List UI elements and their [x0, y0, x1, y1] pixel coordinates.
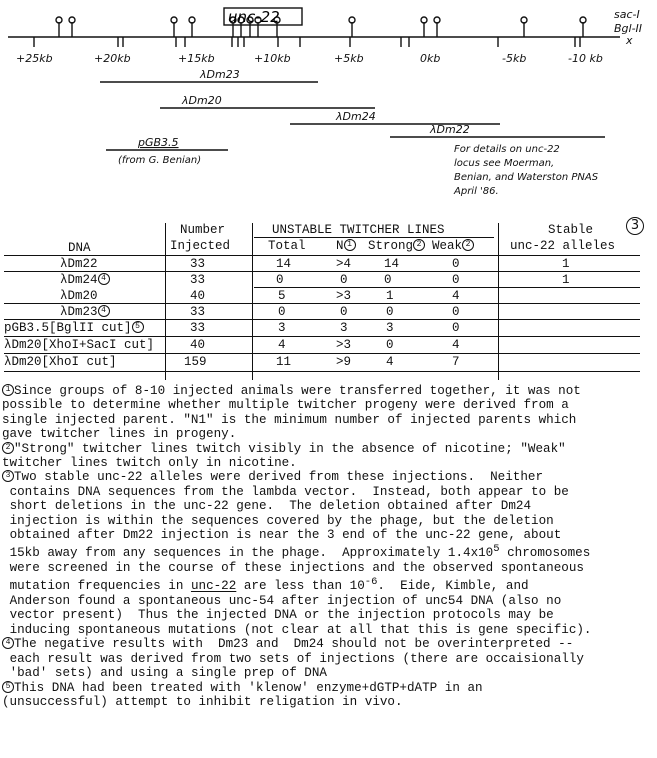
clone-label-dm24: λDm24 — [336, 110, 376, 123]
header-total: Total — [268, 239, 306, 253]
site-markers — [56, 17, 586, 37]
footnote-2: 2 "Strong" twitcher lines twitch visibly in the absence of nicotine; "Weak" twitcher lines twitch only in nicotine. — [2, 441, 566, 471]
header-stable-alleles: unc-22 alleles — [510, 239, 616, 253]
scale-label: -10 kb — [568, 52, 603, 65]
plasmid-label: pGB3.5 — [138, 136, 179, 149]
right-label-mid: Bgl-II — [614, 22, 643, 35]
col-divider — [165, 223, 166, 380]
header-dna: DNA — [68, 241, 91, 255]
header-weak: Weak 2 — [432, 239, 474, 253]
col-divider — [498, 223, 499, 380]
header-unstable: UNSTABLE TWITCHER LINES — [272, 223, 445, 237]
scale-label: +15kb — [178, 52, 215, 65]
clone-label-dm23: λDm23 — [200, 68, 240, 81]
reference-note: Benian, and Waterston PNAS — [454, 172, 599, 183]
gene-label: unc-22 — [228, 8, 280, 26]
scale-ticks — [34, 37, 580, 47]
plasmid-source: (from G. Benian) — [118, 155, 202, 166]
gene-map — [0, 0, 657, 205]
clone-label-dm22: λDm22 — [430, 123, 470, 136]
reference-note: locus see Moerman, — [454, 158, 555, 169]
footnote-5: 5 This DNA had been treated with 'klenow' enzyme+dGTP+dATP in an (unsuccessful) attempt to inhibit religation in vivo. — [2, 680, 483, 709]
scale-label: +20kb — [94, 52, 131, 65]
right-label-top: sac-I — [614, 8, 640, 21]
header-injected: Injected — [170, 239, 231, 253]
header-n: N 1 — [336, 239, 356, 253]
reference-note: April '86. — [454, 186, 499, 197]
scale-label: +10kb — [254, 52, 291, 65]
scale-label: -5kb — [502, 52, 527, 65]
col-divider — [252, 223, 253, 380]
reference-note: For details on unc-22 — [454, 144, 560, 155]
results-table: Number Injected UNSTABLE TWITCHER LINES Stable 3 unc-22 alleles DNA Total N 1 Strong 2 Weak 2 λDm22 33 14 >4 14 0 1 λDm24 4 33 0 0 0 0 1 λDm20 40 5 >3 1 4 λDm23 4 33 0 0 0 0 pGB3.5[BglII cut] 5 33 3 3 3 0 λDm20[XhoI+SacI cut] 40 4 >3 0 4 λDm20[XhoI cut] 159 11 >9 4 7 — [0, 215, 657, 380]
right-label-bot: x — [626, 34, 633, 47]
clone-label-dm20: λDm20 — [182, 94, 222, 107]
header-rule — [4, 255, 640, 256]
scale-label: 0kb — [420, 52, 441, 65]
footnote-1: 1 Since groups of 8-10 injected animals were transferred together, it was not possible to determine whether multiple twitcher progeny were derived from a single injected parent. "N1" is the minimum number of injected parents which gave twitcher lines in progeny. — [2, 384, 581, 442]
footnote-3: 3 Two stable unc-22 alleles were derived from these injections. Neither contains DNA sequences from the lambda vector. Instead, both appear to be short deletions in the unc-22 gene. The deletion obtained after Dm24 injection is within the sequences covered by the phage, but the deletion obtained after Dm22 injection is near the 3 end of the unc-22 gene, about 15kb away from any sequences in the phage. Approximately $1.4x10^5$ chromosomes were screened in the course of these injections and the observed spontaneous mutation frequencies in unc-22 are less than $10^{-6}$. Eide, Kimble, and Anderson found a spontaneous unc-54 after injection of unc54 DNA (also no vector present) Thus the injected DNA or the injection protocols may be inducing spontaneous mutations (not clear at all that this is gene specific). — [2, 470, 654, 637]
unstable-underline — [254, 237, 494, 238]
scale-label: +5kb — [334, 52, 364, 65]
header-number: Number — [180, 223, 226, 237]
footnote-mark-3: 3 — [626, 217, 644, 235]
footnotes — [2, 384, 654, 709]
header-stable: Stable — [548, 223, 594, 237]
header-strong: Strong 2 — [368, 239, 425, 253]
footnote-4: 4 The negative results with Dm23 and Dm24 should not be overinterpreted -- each result was derived from two sets of injections (there are occaisionally 'bad' sets) and using a single prep of DNA — [2, 637, 654, 680]
scale-label: +25kb — [16, 52, 53, 65]
